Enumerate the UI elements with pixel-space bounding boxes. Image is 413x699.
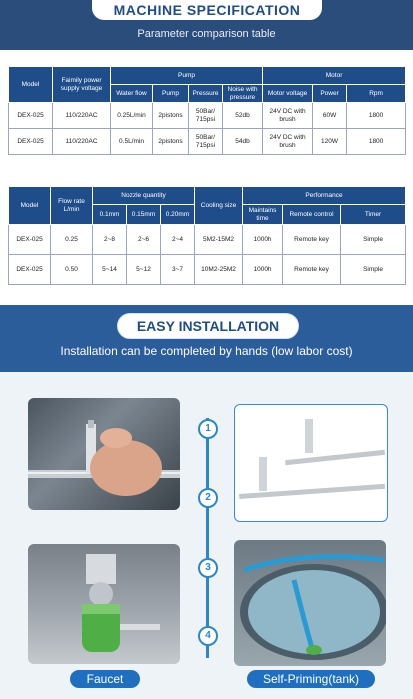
- pressure-cell: 50Bar/ 715psi: [189, 103, 223, 129]
- flow-rate-header: Flow rate L/min: [51, 187, 93, 225]
- nozzle-group-header: Nozzle quantity: [93, 187, 195, 205]
- table-row: [9, 103, 406, 129]
- timer-cell: Simple: [341, 225, 406, 255]
- model-cell: DEX-025: [9, 103, 53, 129]
- pump-cell: 2pistons: [153, 129, 189, 155]
- installation-subtitle: Installation can be completed by hands (low labor cost): [60, 344, 353, 358]
- tank-illustration: [234, 540, 386, 666]
- cooling-cell: 10M2-25M2: [195, 255, 243, 285]
- faucet-photo: [28, 544, 180, 664]
- remote-cell: Remote key: [283, 255, 341, 285]
- pump-header: Pump: [153, 85, 189, 103]
- maintains-time-cell: 1000h: [243, 225, 283, 255]
- model-cell: DEX-025: [9, 129, 53, 155]
- step-rail: [206, 418, 209, 658]
- motor-voltage-cell: 24V DC with brush: [263, 103, 313, 129]
- pressure-cell: 50Bar/ 715psi: [189, 129, 223, 155]
- step-2-badge: 2: [198, 488, 218, 508]
- nozzle-tee-illustration: [235, 405, 387, 521]
- motor-voltage-cell: 24V DC with brush: [263, 129, 313, 155]
- nozzle-015-cell: 5~12: [127, 255, 161, 285]
- maintains-time-cell: 1000h: [243, 255, 283, 285]
- power-cell: 120W: [313, 129, 347, 155]
- model-header: Model: [9, 67, 53, 103]
- motor-voltage-header: Motor voltage: [263, 85, 313, 103]
- step-1-badge: 1: [198, 419, 218, 439]
- pump-cell: 2pistons: [153, 103, 189, 129]
- performance-group-header: Performance: [243, 187, 406, 205]
- nozzle-performance-table: [8, 186, 406, 285]
- timer-cell: Simple: [341, 255, 406, 285]
- nozzle-015-header: 0.15mm: [127, 205, 161, 225]
- water-flow-header: Water flow: [111, 85, 153, 103]
- table-row: [9, 225, 406, 255]
- voltage-cell: 110/220AC: [53, 103, 111, 129]
- nozzle-tee-photo: [234, 404, 388, 522]
- nozzle-015-cell: 2~6: [127, 225, 161, 255]
- flow-cell: 0.50: [51, 255, 93, 285]
- power-header: Power: [313, 85, 347, 103]
- power-cell: 60W: [313, 103, 347, 129]
- faucet-caption: Faucet: [70, 670, 140, 688]
- nozzle-01-cell: 5~14: [93, 255, 127, 285]
- nozzle-020-cell: 3~7: [161, 255, 195, 285]
- pump-motor-table: [8, 66, 406, 155]
- tank-photo: [234, 540, 386, 666]
- rpm-cell: 1800: [347, 103, 406, 129]
- table-row: [9, 129, 406, 155]
- remote-control-header: Remote control: [283, 205, 341, 225]
- motor-group-header: Motor: [263, 67, 406, 85]
- tank-caption: Self-Priming(tank): [247, 670, 375, 688]
- supply-voltage-header: Faimily power supply voltage: [53, 67, 111, 103]
- step-4-badge: 4: [198, 626, 218, 646]
- nozzle-020-header: 0.20mm: [161, 205, 195, 225]
- hand-connector-illustration: [28, 398, 180, 510]
- spec-title: MACHINE SPECIFICATION: [92, 0, 322, 20]
- noise-cell: 52db: [223, 103, 263, 129]
- voltage-cell: 110/220AC: [53, 129, 111, 155]
- remote-cell: Remote key: [283, 225, 341, 255]
- rpm-header: Rpm: [347, 85, 406, 103]
- noise-header: Noise with pressure: [223, 85, 263, 103]
- model-header: Model: [9, 187, 51, 225]
- nozzle-01-header: 0.1mm: [93, 205, 127, 225]
- installation-title: EASY INSTALLATION: [117, 313, 299, 339]
- table-row: [9, 255, 406, 285]
- timer-header: Timer: [341, 205, 406, 225]
- rpm-cell: 1800: [347, 129, 406, 155]
- model-cell: DEX-025: [9, 225, 51, 255]
- faucet-illustration: [28, 544, 180, 664]
- cooling-cell: 5M2-15M2: [195, 225, 243, 255]
- hand-connector-photo: [28, 398, 180, 510]
- pressure-header: Pressure: [189, 85, 223, 103]
- flow-cell: 0.25: [51, 225, 93, 255]
- spec-subtitle: Parameter comparison table: [137, 28, 276, 40]
- flow-cell: 0.25L/min: [111, 103, 153, 129]
- step-3-badge: 3: [198, 558, 218, 578]
- nozzle-020-cell: 2~4: [161, 225, 195, 255]
- cooling-size-header: Cooling size: [195, 187, 243, 225]
- flow-cell: 0.5L/min: [111, 129, 153, 155]
- model-cell: DEX-025: [9, 255, 51, 285]
- noise-cell: 54db: [223, 129, 263, 155]
- maintains-time-header: Maintains time: [243, 205, 283, 225]
- pump-group-header: Pump: [111, 67, 263, 85]
- nozzle-01-cell: 2~8: [93, 225, 127, 255]
